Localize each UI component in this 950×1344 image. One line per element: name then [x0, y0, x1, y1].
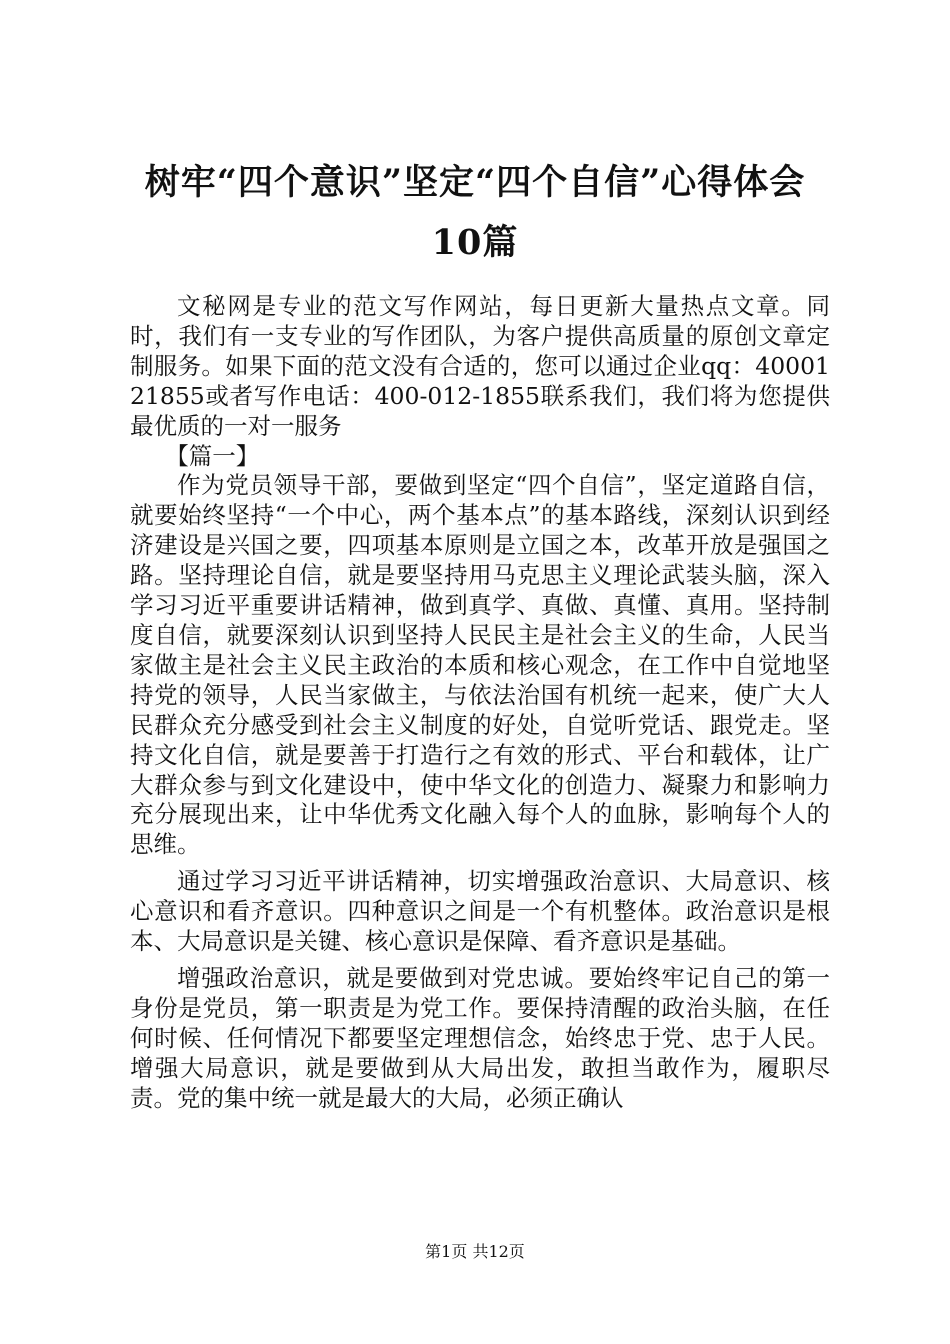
page-number-footer: 第1页 共12页	[425, 1242, 525, 1261]
body-paragraph-3: 增强政治意识，就是要做到对党忠诚。要始终牢记自己的第一身份是党员，第一职责是为党工作。要保持清醒的政治头脑，在任何时候、任何情况下都要坚定理想信念，始终忠于党、忠于人民。增强大局意识，就是要做到从大局出发，敢担当敢作为，履职尽责。党的集中统一就是最大的大局，必须正确认	[130, 963, 830, 1112]
body-paragraph-1: 作为党员领导干部，要做到坚定“四个自信”，坚定道路自信，就要始终坚持“一个中心，两个基本点”的基本路线，深刻认识到经济建设是兴国之要，四项基本原则是立国之本，改革开放是强国之路。坚持理论自信，就是要坚持用马克思主义理论武装头脑，深入学习习近平重要讲话精神，做到真学、真做、真懂、真用。坚持制度自信，就要深刻认识到坚持人民民主是社会主义的生命，人民当家做主是社会主义民主政治的本质和核心观念，在工作中自觉地坚持党的领导，人民当家做主，与依法治国有机统一起来，使广大人民群众充分感受到社会主义制度的好处，自觉听党话、跟党走。坚持文化自信，就是要善于打造行之有效的形式、平台和载体，让广大群众参与到文化建设中，使中华文化的创造力、凝聚力和影响力充分展现出来，让中华优秀文化融入每个人的血脉，影响每个人的思维。	[130, 471, 830, 859]
body-paragraph-2: 通过学习习近平讲话精神，切实增强政治意识、大局意识、核心意识和看齐意识。四种意识之间是一个有机整体。政治意识是根本、大局意识是关键、核心意识是保障、看齐意识是基础。	[130, 867, 830, 956]
document-title-line1: 树牢“四个意识”坚定“四个自信”心得体会	[144, 162, 806, 203]
intro-paragraph: 文秘网是专业的范文写作网站，每日更新大量热点文章。同时，我们有一支专业的写作团队，为客户提供高质量的原创文章定制服务。如果下面的范文没有合适的，您可以通过企业qq：4000121855或者写作电话：400-012-1855联系我们，我们将为您提供最优质的一对一服务	[130, 292, 830, 440]
section-heading: 【篇一】	[165, 441, 260, 470]
document-body	[130, 292, 830, 1113]
document-title-line2: 10篇	[431, 222, 519, 263]
